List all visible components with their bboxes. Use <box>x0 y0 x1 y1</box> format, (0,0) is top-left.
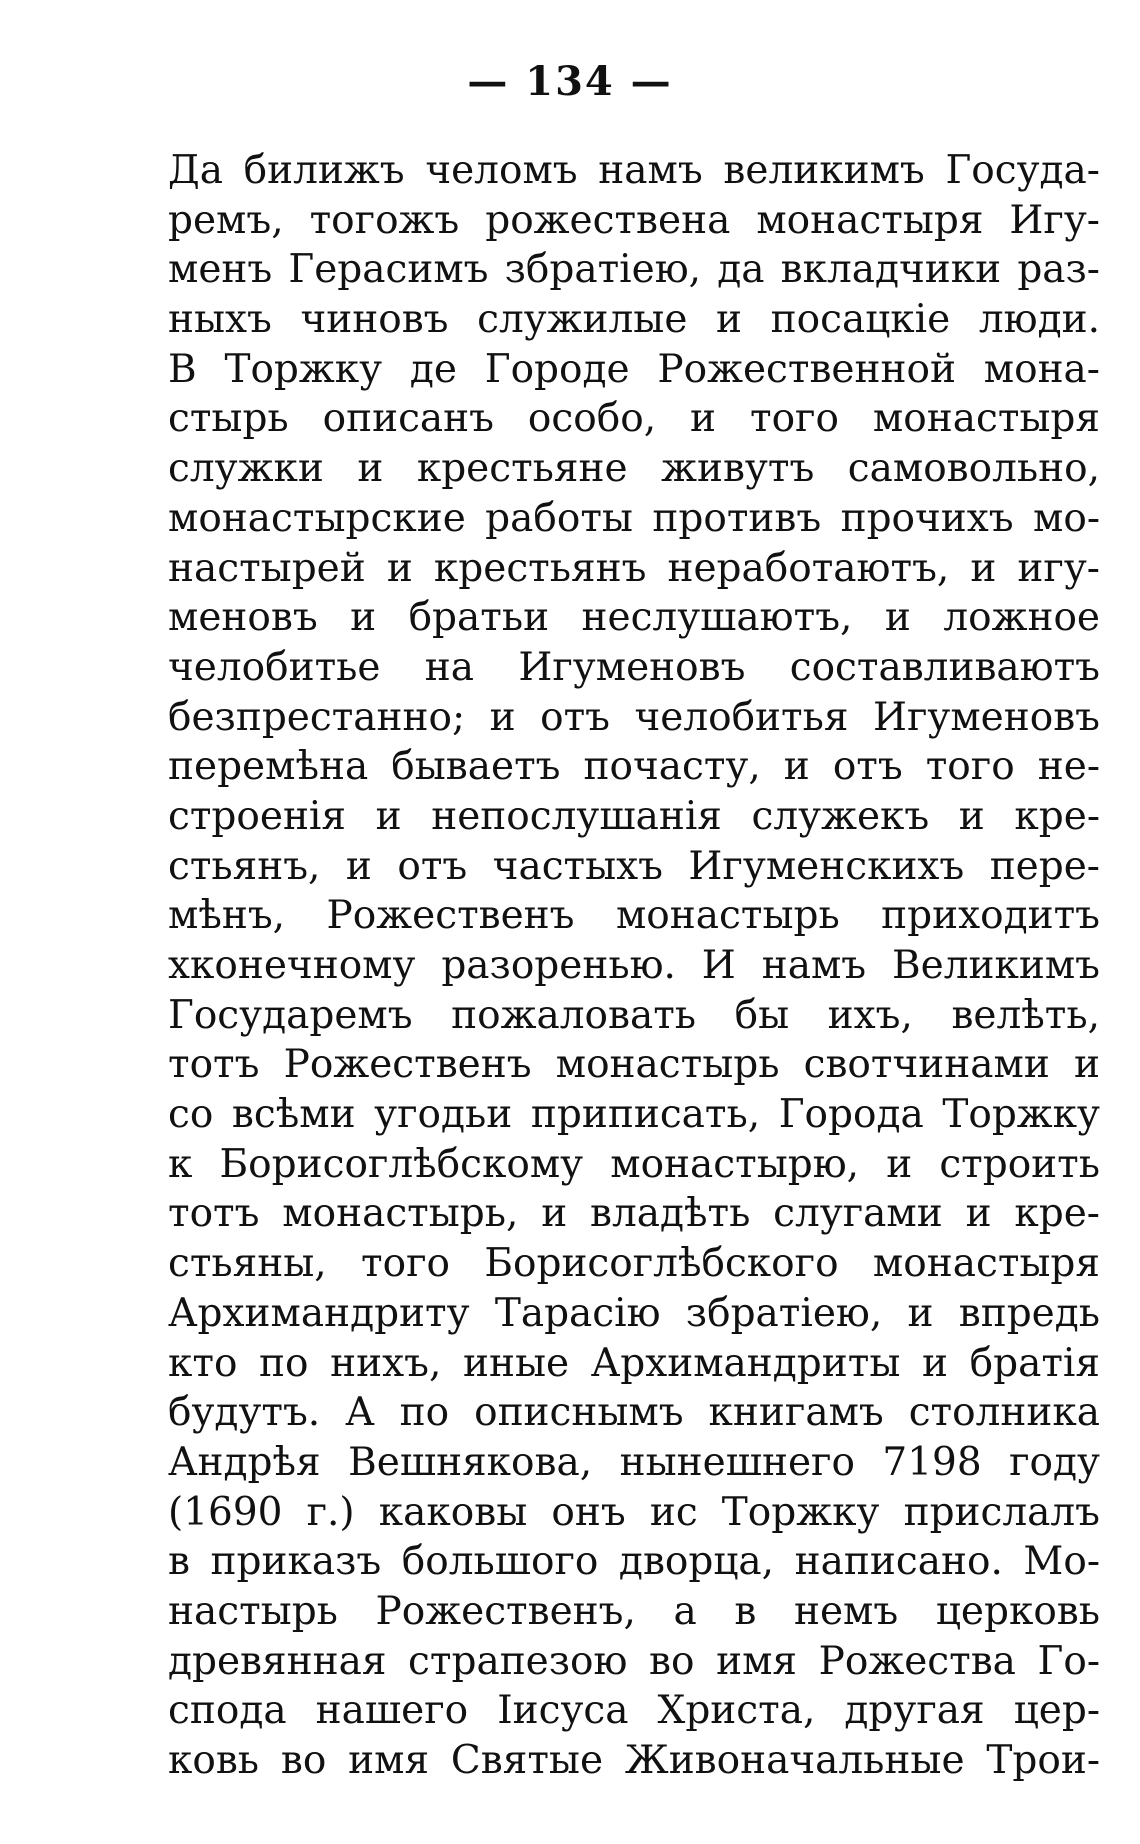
text-line: В Торжку де Городе Рожественной мона- <box>168 346 1100 392</box>
text-line: Архимандриту Тарасiю збратiею, и впредь <box>168 1290 1100 1336</box>
page-number: — 134 — <box>467 58 673 105</box>
text-line: перемѣна бываетъ почасту, и отъ того не- <box>168 744 1100 790</box>
text-line: к Борисоглѣбскому монастырю, и строить <box>168 1141 1100 1187</box>
text-line: тотъ монастырь, и владѣть слугами и кре- <box>168 1191 1100 1237</box>
text-line: древянная страпезою во имя Рожества Го- <box>168 1638 1100 1684</box>
text-line: настырь Рожественъ, а в немъ церковь <box>168 1588 1100 1634</box>
text-line: служки и крестьяне живутъ самовольно, <box>168 446 1100 492</box>
text-line: Да билижъ челомъ намъ великимъ Госуда- <box>168 148 1100 193</box>
text-line: безпрестанно; и отъ челобитья Игуменовъ <box>168 694 1100 740</box>
text-line: (1690 г.) каковы онъ ис Торжку прислалъ <box>168 1489 1100 1535</box>
text-line: Государемъ пожаловать бы ихъ, велѣть, <box>168 992 1100 1038</box>
text-line: будутъ. А по описнымъ книгамъ столника <box>168 1390 1100 1436</box>
text-line: стьянъ, и отъ частыхъ Игуменскихъ пере- <box>168 843 1100 889</box>
text-line: настырей и крестьянъ неработаютъ, и игу- <box>168 545 1100 591</box>
text-line: кто по нихъ, иные Архимандриты и братiя <box>168 1340 1100 1386</box>
text-line: со всѣми угодьи приписать, Города Торжку <box>168 1092 1100 1138</box>
text-line: ныхъ чиновъ служилые и посацкiе люди. <box>168 297 1100 343</box>
text-line: стырь описанъ особо, и того монастыря <box>168 396 1100 442</box>
text-line: менъ Герасимъ збратiею, да вкладчики раз- <box>168 247 1100 293</box>
text-line: стьяны, того Борисоглѣбского монастыря <box>168 1241 1100 1287</box>
text-line: хконечному разоренью. И намъ Великимъ <box>168 943 1100 988</box>
text-line: Андрѣя Вешнякова, нынешнего 7198 году <box>168 1439 1100 1485</box>
text-line: мѣнъ, Рожественъ монастырь приходитъ <box>168 893 1100 939</box>
text-line: меновъ и братьи неслушаютъ, и ложное <box>168 595 1100 641</box>
body-text <box>168 146 1100 1786</box>
text-line: челобитье на Игуменовъ составливаютъ <box>168 644 1100 690</box>
text-line: тотъ Рожественъ монастырь свотчинами и <box>168 1042 1100 1088</box>
text-line: строенiя и непослушанiя служекъ и кре- <box>168 793 1100 839</box>
text-line: монастырские работы противъ прочихъ мо- <box>168 495 1100 541</box>
text-line: в приказъ большого дворца, написано. Мо- <box>168 1539 1100 1585</box>
text-line: спода нашего Iисуса Христа, другая цер- <box>168 1688 1100 1734</box>
text-line: ковь во имя Святые Живоначальные Трои- <box>168 1738 1100 1783</box>
text-line: ремъ, тогожъ рожествена монастыря Игу- <box>168 197 1100 243</box>
